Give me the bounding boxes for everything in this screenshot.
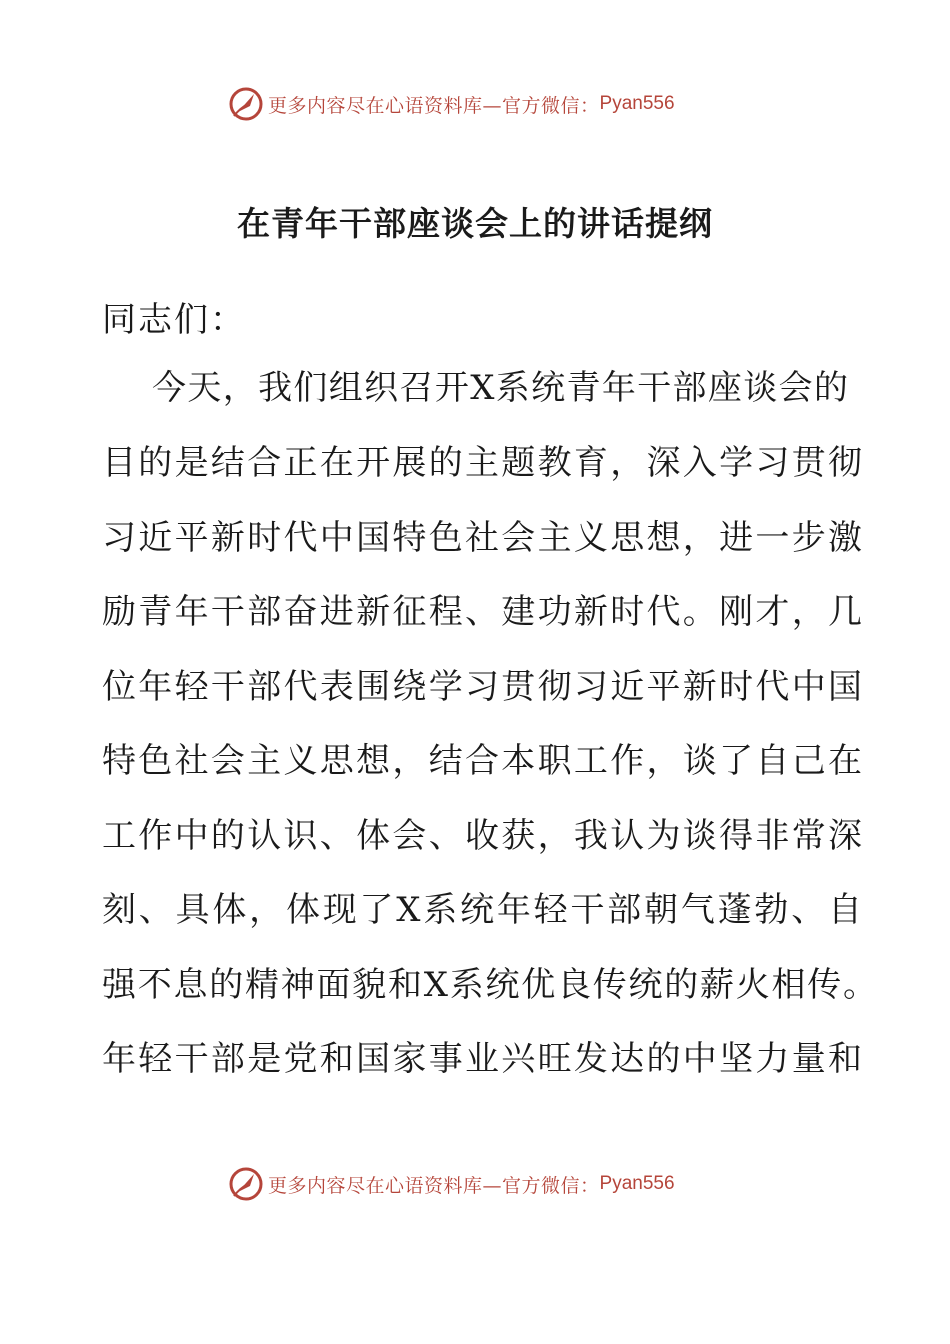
body-line: 工作中的认识、体会、收获，我认为谈得非常深 [102,816,862,856]
watermark-wechat-id: Pyan556 [599,93,675,114]
quill-logo-icon [228,1166,264,1202]
quill-logo-icon [228,86,264,122]
footer-watermark [228,1164,675,1204]
header-watermark [228,84,675,124]
body-line: 目的是结合正在开展的主题教育，深入学习贯彻 [102,443,862,483]
watermark-text: 更多内容尽在心语资料库—官方微信： [268,1174,600,1197]
document-title: 在青年干部座谈会上的讲话提纲 [237,204,713,243]
body-line: 习近平新时代中国特色社会主义思想，进一步激 [102,518,862,558]
body-line: 励青年干部奋进新征程、建功新时代。刚才，几 [102,592,862,632]
body-line: 今天，我们组织召开X系统青年干部座谈会的 [152,368,848,408]
watermark-wechat-id: Pyan556 [599,1173,675,1194]
body-line: 强不息的精神面貌和X系统优良传统的薪火相传。 [102,965,877,1005]
salutation: 同志们： [102,300,246,340]
body-line: 刻、具体，体现了X系统年轻干部朝气蓬勃、自 [102,890,862,930]
body-line: 位年轻干部代表围绕学习贯彻习近平新时代中国 [102,667,862,707]
body-line: 特色社会主义思想，结合本职工作，谈了自己在 [102,741,862,781]
body-line: 年轻干部是党和国家事业兴旺发达的中坚力量和 [102,1039,862,1079]
watermark-text: 更多内容尽在心语资料库—官方微信： [268,94,600,117]
